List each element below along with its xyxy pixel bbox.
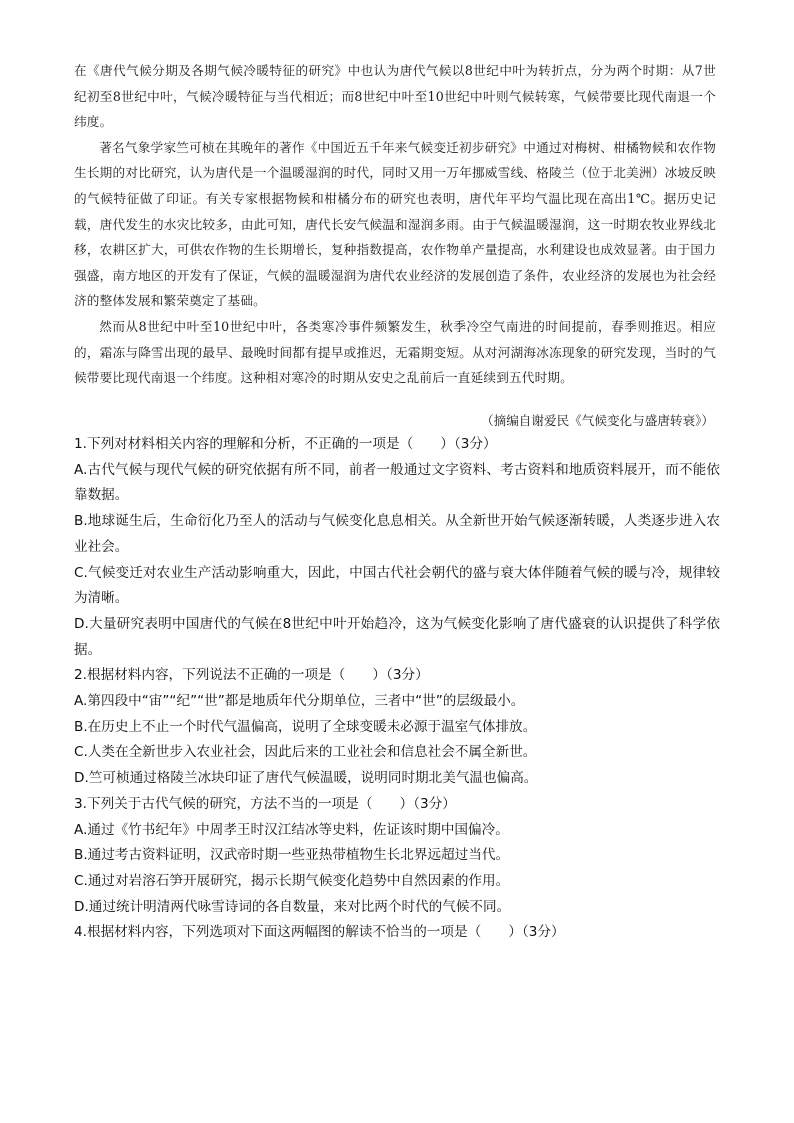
question-option: D.大量研究表明中国唐代的气候在8世纪中叶开始趋冷，这为气候变化影响了唐代盛衰的认识提供了科学依据。 xyxy=(74,615,720,658)
question-option: B.通过考古资料证明，汉武帝时期一些亚热带植物生长北界远超过当代。 xyxy=(74,847,510,864)
passage-source: （摘编自谢爱民《气候变化与盛唐转衰》） xyxy=(481,413,714,428)
question-list xyxy=(74,432,720,946)
passage-paragraph: 在《唐代气候分期及各期气候冷暖特征的研究》中也认为唐代气候以8世纪中叶为转折点，分为两个时期：从7世纪初至8世纪中叶，气候冷暖特征与当代相近；而8世纪中叶至10世纪中叶则气候转寒，气候带要比现代南退一个纬度。 xyxy=(74,63,716,130)
question-block xyxy=(74,792,720,921)
question-block xyxy=(74,663,720,792)
question-stem: 3.下列关于古代气候的研究，方法不当的一项是（ ）（3分） xyxy=(74,795,456,812)
passage-paragraph: 然而从8世纪中叶至10世纪中叶，各类寒冷事件频繁发生，秋季冷空气南进的时间提前，春季则推迟。相应的，霜冻与降雪出现的最早、最晚时间都有提早或推迟，无霜期变短。从对河湖海冰冻现象的研究发现，当时的气候带要比现代南退一个纬度。这种相对寒冷的时期从安史之乱前后一直延续到五代时期。 xyxy=(74,318,716,386)
reading-passage xyxy=(74,58,716,391)
question-option: C.人类在全新世步入农业社会，因此后来的工业社会和信息社会不属全新世。 xyxy=(74,744,537,761)
question-stem: 1.下列对材料相关内容的理解和分析，不正确的一项是（ ）（3分） xyxy=(74,436,497,452)
question-stem: 4.根据材料内容，下列选项对下面这两幅图的解读不恰当的一项是（ ）（3分） xyxy=(74,924,565,941)
question-option: A.第四段中“宙”“纪”“世”都是地质年代分期单位，三者中“世”的层级最小。 xyxy=(74,693,525,710)
passage-paragraph: 著名气象学家竺可桢在其晚年的著作《中国近五千年来气候变迁初步研究》中通过对梅树、柑橘物候和农作物生长期的对比研究，认为唐代是一个温暖湿润的时代，同时又用一万年挪威雪线、格陵兰（位于北美洲）冰坡反映的气候特征做了印证。有关专家根据物候和柑橘分布的研究也表明，唐代年平均气温比现在高出1℃。据历史记载，唐代发生的水灾比较多，由此可知，唐代长安气候温和湿润多雨。由于气候温暖湿润，这一时期农牧业界线北移，农耕区扩大，可供农作物的生长期增长，复种指数提高，农作物单产量提高，水利建设也成效显著。由于国力强盛，南方地区的开发有了保证，气候的温暖湿润为唐代农业经济的发展创造了条件，农业经济的发展也为社会经济的整体发展和繁荣奠定了基础。 xyxy=(74,139,716,309)
question-block xyxy=(74,920,720,946)
question-option: B.在历史上不止一个时代气温偏高，说明了全球变暖未必源于温室气体排放。 xyxy=(74,718,537,735)
question-option: C.气候变迁对农业生产活动影响重大，因此，中国古代社会朝代的盛与衰大体伴随着气候的暖与冷，规律较为清晰。 xyxy=(74,564,720,607)
question-block xyxy=(74,432,720,663)
question-stem: 2.根据材料内容，下列说法不正确的一项是（ ）（3分） xyxy=(74,667,429,684)
question-option: B.地球诞生后，生命衍化乃至人的活动与气候变化息息相关。从全新世开始气候逐渐转暖，人类逐步进入农业社会。 xyxy=(74,513,720,555)
question-option: D.通过统计明清两代咏雪诗词的各自数量，来对比两个时代的气候不同。 xyxy=(74,898,511,915)
question-option: A.通过《竹书纪年》中周孝王时汉江结冰等史料，佐证该时期中国偏冷。 xyxy=(74,821,509,838)
question-option: C.通过对岩溶石笋开展研究，揭示长期气候变化趋势中自然因素的作用。 xyxy=(74,872,510,889)
question-option: D.竺可桢通过格陵兰冰块印证了唐代气候温暖，说明同时期北美气温也偏高。 xyxy=(74,770,538,787)
question-option: A.古代气候与现代气候的研究依据有所不同，前者一般通过文字资料、考古资料和地质资料展开，而不能依靠数据。 xyxy=(74,461,720,504)
